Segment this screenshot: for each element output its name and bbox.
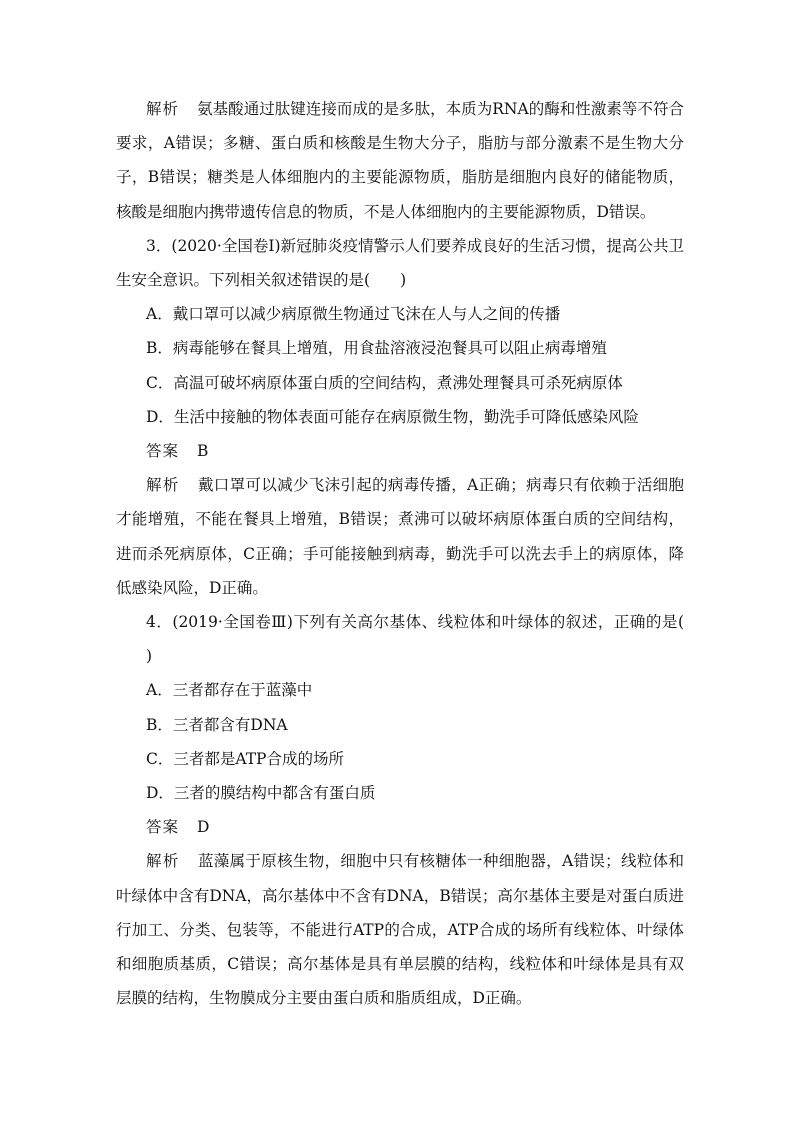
analysis-text: 蓝藻属于原核生物，细胞中只有核糖体一种细胞器，A错误；线粒体和叶绿体中含有DNA，高尔基体中不含有DNA，B错误；高尔基体主要是对蛋白质进行加工、分类、包装等，不能进行ATP的合成，ATP合成的场所有线粒体、叶绿体和细胞质基质，C错误；高尔基体是具有单层膜的结构，线粒体和叶绿体是具有双层膜的结构，生物膜成分主要由蛋白质和脂质组成，D正确。 [116, 852, 684, 1008]
document-content [116, 92, 684, 1015]
question-4-stem [116, 605, 684, 673]
question-3-stem [116, 229, 684, 297]
question-4-option-a: A．三者都存在于蓝藻中 [146, 681, 313, 700]
analysis-paragraph-1 [116, 92, 684, 229]
answer-tag: 答案 [146, 818, 180, 837]
question-4-answer [116, 810, 684, 844]
question-3-option-a: A．戴口罩可以减少病原微生物通过飞沫在人与人之间的传播 [146, 305, 561, 324]
question-4-close-paren: ) [146, 647, 153, 666]
question-3-option-c: C．高温可破坏病原体蛋白质的空间结构，煮沸处理餐具可杀死病原体 [146, 373, 623, 392]
question-3-answer [116, 434, 684, 468]
question-4-option-b: B．三者都含有DNA [146, 715, 288, 734]
question-4-text: 4．(2019·全国卷Ⅲ)下列有关高尔基体、线粒体和叶绿体的叙述，正确的是( [146, 613, 684, 632]
analysis-text: 氨基酸通过肽键连接而成的是多肽，本质为RNA的酶和性激素等不符合要求，A错误；多糖、蛋白质和核酸是生物大分子，脂肪与部分激素不是生物大分子，B错误；糖类是人体细胞内的主要能源物质，脂肪是细胞内良好的储能物质，核酸是细胞内携带遗传信息的物质，不是人体细胞内的主要能源物质，D错误。 [116, 100, 684, 221]
question-3-option-d: D．生活中接触的物体表面可能存在病原微生物，勤洗手可降低感染风险 [146, 407, 639, 426]
answer-value: D [197, 818, 210, 837]
answer-value: B [197, 442, 209, 461]
analysis-tag: 解析 [146, 100, 180, 118]
analysis-tag: 解析 [146, 852, 180, 871]
question-3-text: 3．(2020·全国卷Ⅰ)新冠肺炎疫情警示人们要养成良好的生活习惯，提高公共卫生安全意识。下列相关叙述错误的是( [116, 236, 684, 290]
question-4-analysis [116, 844, 684, 1015]
question-4-option-c: C．三者都是ATP合成的场所 [146, 749, 344, 768]
analysis-tag: 解析 [146, 476, 180, 495]
question-3-option-b: B．病毒能够在餐具上增殖，用食盐溶液浸泡餐具可以阻止病毒增殖 [146, 339, 607, 358]
answer-tag: 答案 [146, 442, 180, 461]
analysis-text: 戴口罩可以减少飞沫引起的病毒传播，A正确；病毒只有依赖于活细胞才能增殖，不能在餐具上增殖，B错误；煮沸可以破坏病原体蛋白质的空间结构，进而杀死病原体，C正确；手可能接触到病毒，勤洗手可以洗去手上的病原体，降低感染风险，D正确。 [116, 476, 684, 597]
question-3-close-paren: ) [400, 271, 407, 290]
question-4-option-d: D．三者的膜结构中都含有蛋白质 [146, 784, 376, 803]
question-3-analysis [116, 468, 684, 605]
